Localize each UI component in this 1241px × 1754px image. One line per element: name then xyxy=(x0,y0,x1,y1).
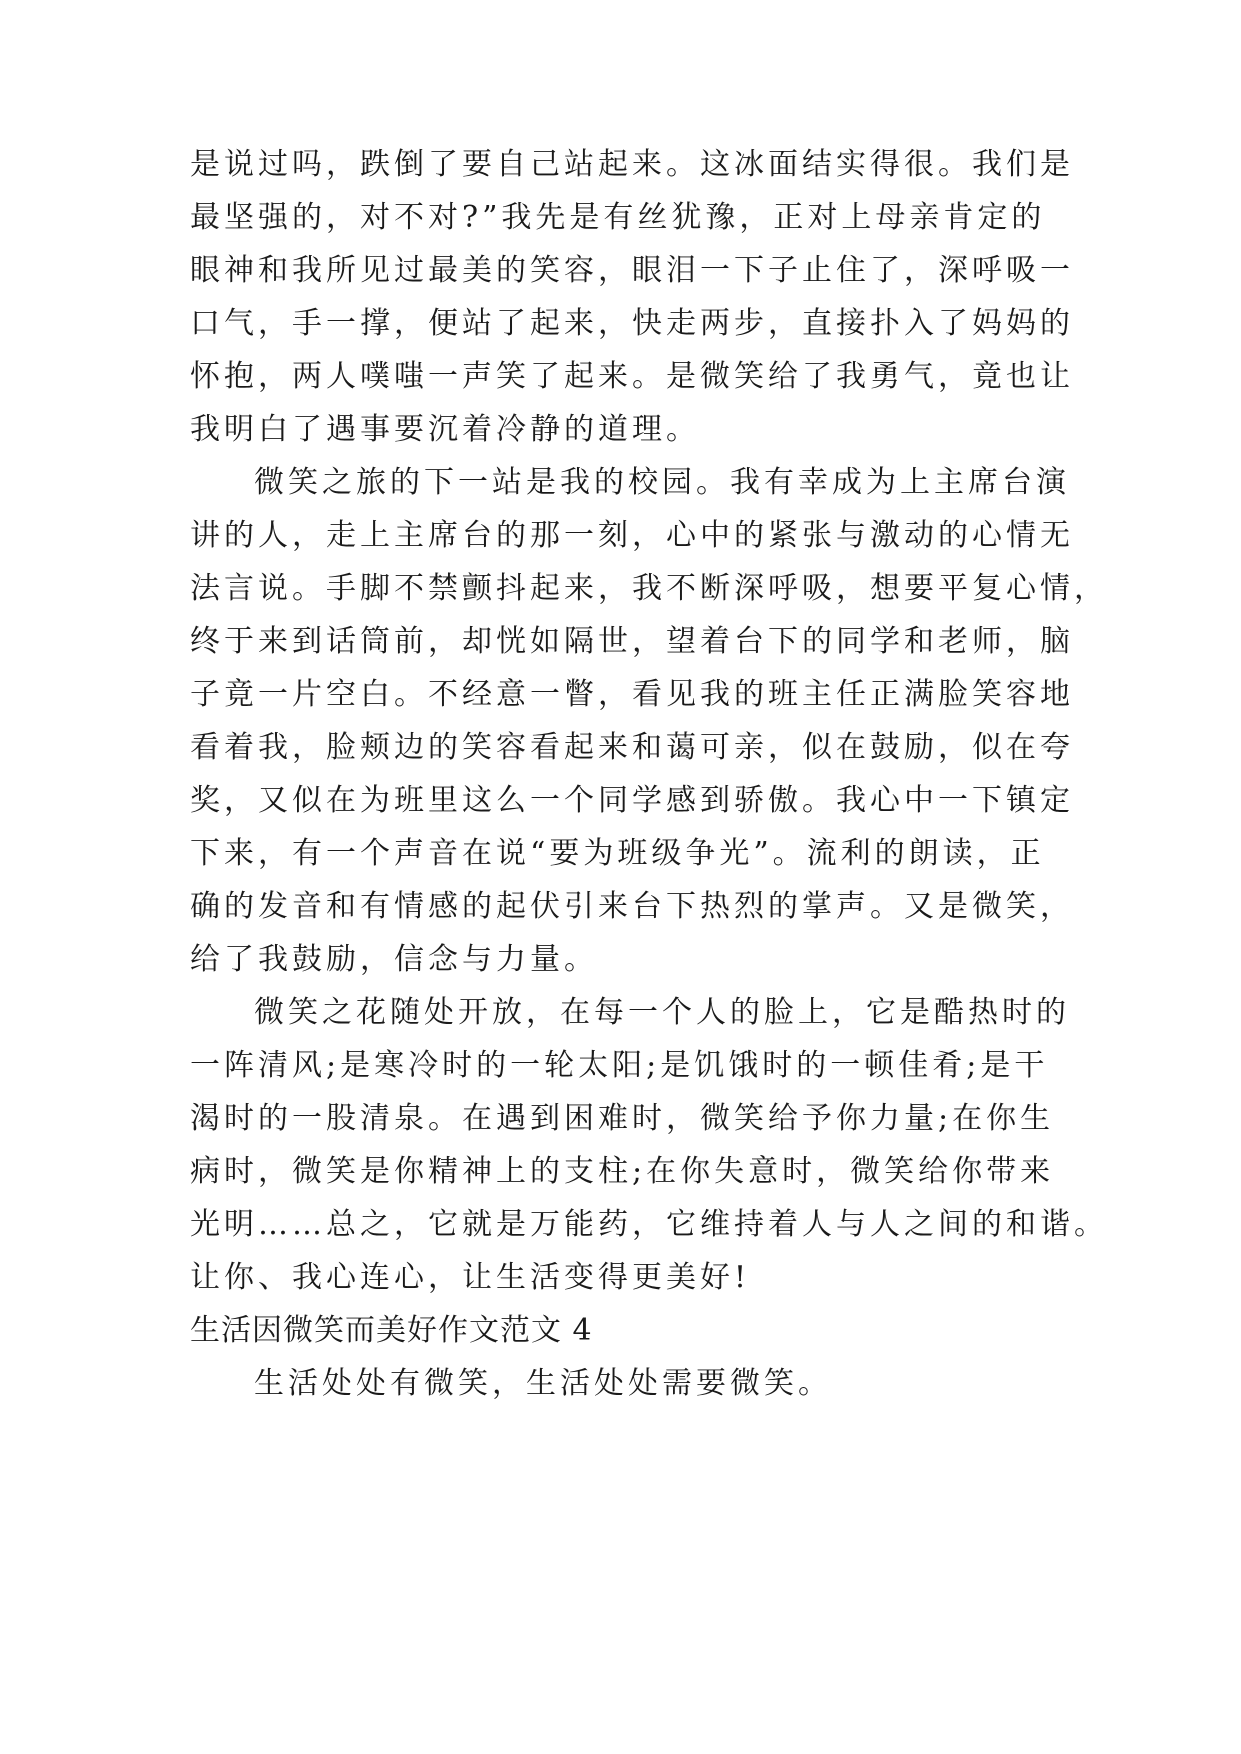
text-line: 最坚强的，对不对?”我先是有丝犹豫，正对上母亲肯定的 xyxy=(190,200,1046,235)
text-line: 病时，微笑是你精神上的支柱;在你失意时，微笑给你带来 xyxy=(190,1154,1055,1189)
text-line: 法言说。手脚不禁颤抖起来，我不断深呼吸，想要平复心情， xyxy=(190,571,1108,606)
text-line: 口气，手一撑，便站了起来，快走两步，直接扑入了妈妈的 xyxy=(190,306,1074,341)
text-line: 终于来到话筒前，却恍如隔世，望着台下的同学和老师，脑 xyxy=(190,624,1074,659)
text-line: 光明……总之，它就是万能药，它维持着人与人之间的和谐。 xyxy=(190,1207,1108,1242)
text-line: 子竟一片空白。不经意一瞥，看见我的班主任正满脸笑容地 xyxy=(190,677,1074,712)
text-line: 讲的人，走上主席台的那一刻，心中的紧张与激动的心情无 xyxy=(190,518,1074,553)
text-line: 下来，有一个声音在说“要为班级争光”。流利的朗读，正 xyxy=(190,836,1045,871)
text-line: 确的发音和有情感的起伏引来台下热烈的掌声。又是微笑， xyxy=(190,889,1074,924)
text-line: 一阵清风;是寒冷时的一轮太阳;是饥饿时的一顿佳肴;是干 xyxy=(190,1048,1049,1083)
paragraph-start-line: 微笑之花随处开放，在每一个人的脸上，它是酷热时的 xyxy=(254,995,1070,1030)
paragraph-start-line: 微笑之旅的下一站是我的校园。我有幸成为上主席台演 xyxy=(254,465,1070,500)
text-line: 怀抱，两人噗嗤一声笑了起来。是微笑给了我勇气，竟也让 xyxy=(190,359,1074,394)
section-heading: 生活因微笑而美好作文范文 4 xyxy=(190,1313,593,1348)
text-line: 渴时的一股清泉。在遇到困难时，微笑给予你力量;在你生 xyxy=(190,1101,1055,1136)
paragraph-start-line: 生活处处有微笑，生活处处需要微笑。 xyxy=(254,1366,832,1401)
text-line: 我明白了遇事要沉着冷静的道理。 xyxy=(190,412,700,447)
text-line: 眼神和我所见过最美的笑容，眼泪一下子止住了，深呼吸一 xyxy=(190,253,1074,288)
text-line: 奖，又似在为班里这么一个同学感到骄傲。我心中一下镇定 xyxy=(190,783,1074,818)
text-line: 给了我鼓励，信念与力量。 xyxy=(190,942,598,977)
text-line: 是说过吗，跌倒了要自己站起来。这冰面结实得很。我们是 xyxy=(190,147,1074,182)
text-line: 看着我，脸颊边的笑容看起来和蔼可亲，似在鼓励，似在夸 xyxy=(190,730,1074,765)
text-line: 让你、我心连心，让生活变得更美好! xyxy=(190,1260,751,1295)
